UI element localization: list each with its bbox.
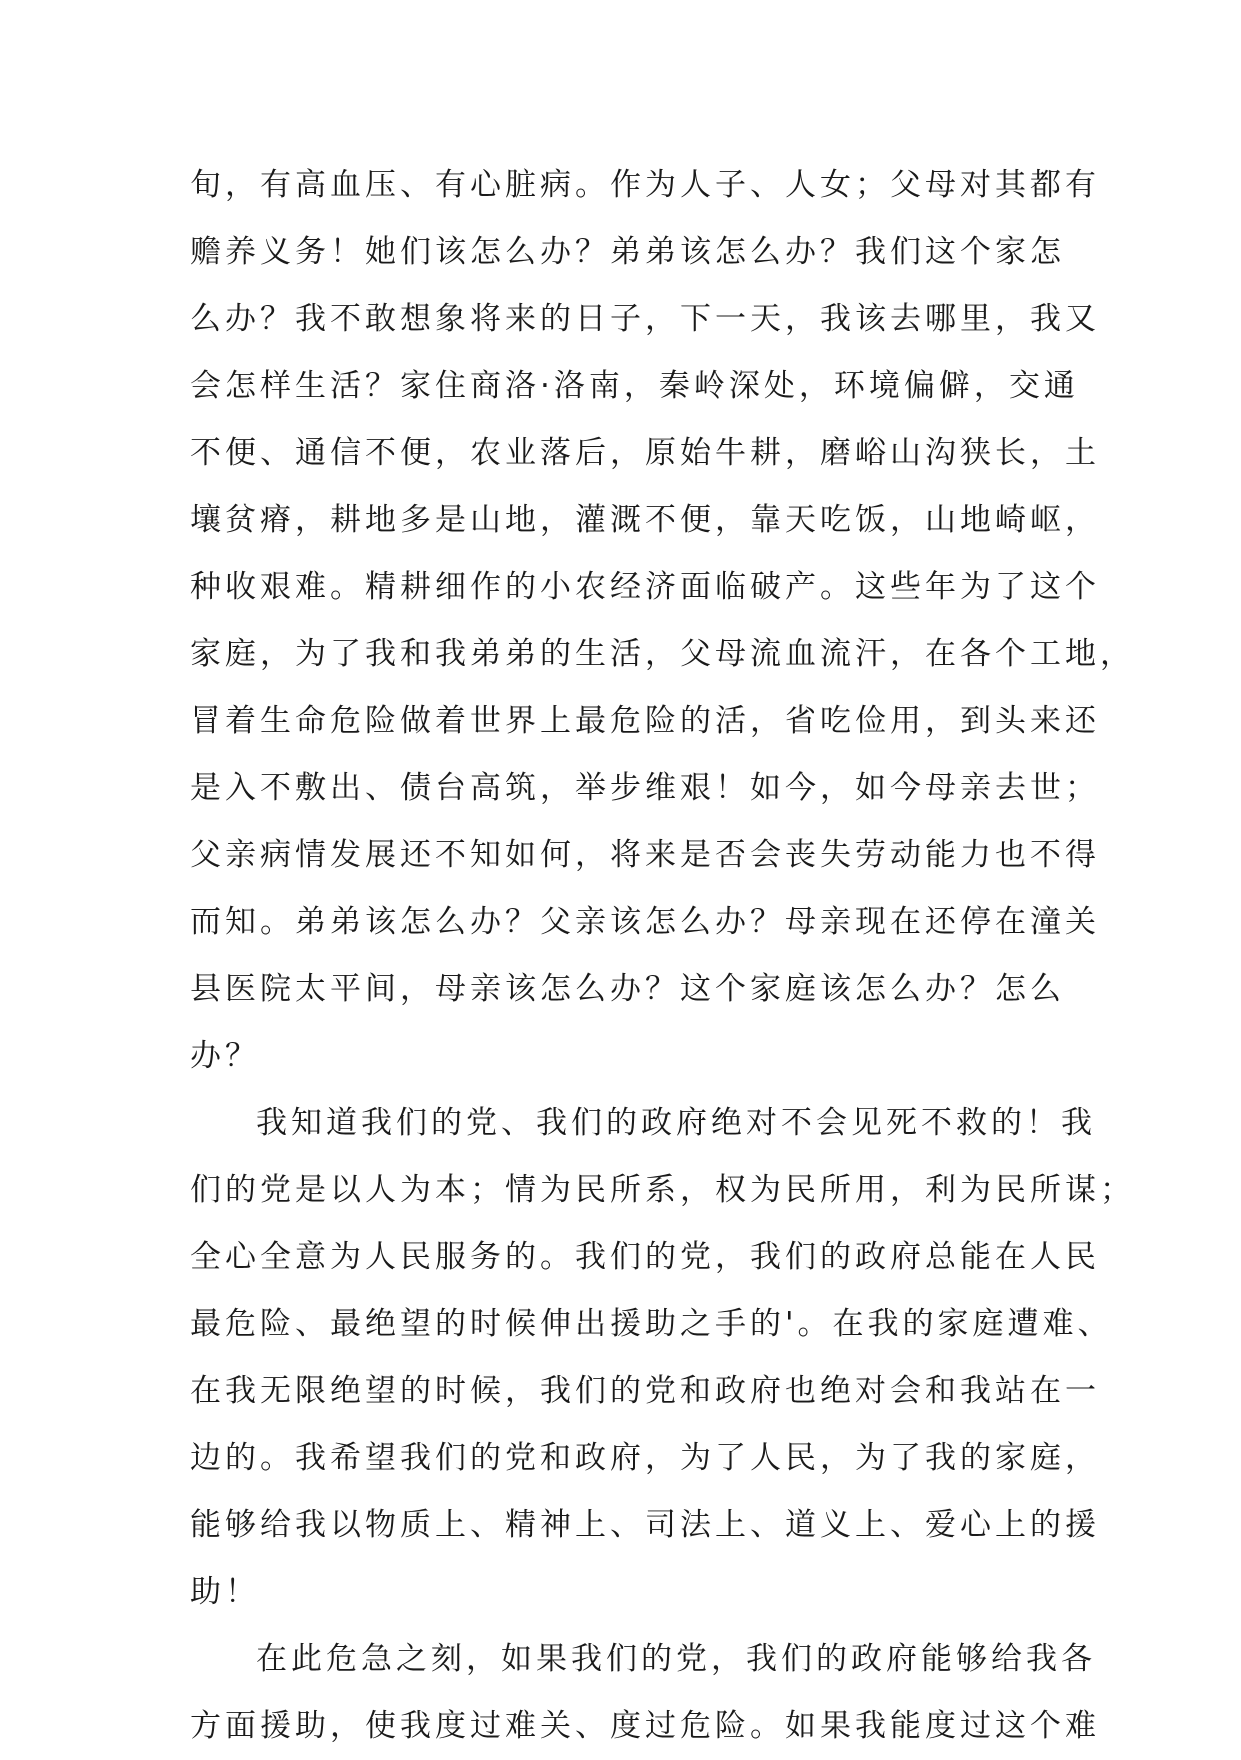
text-line: 最危险、最绝望的时候伸出援助之手的'。在我的家庭遭难、 (190, 1306, 1113, 1342)
text-line: 办？ (190, 1038, 260, 1074)
text-line: 父亲病情发展还不知如何，将来是否会丧失劳动能力也不得 (190, 837, 1100, 873)
text-line: 会怎样生活？家住商洛·洛南，秦岭深处，环境偏僻，交通 (190, 368, 1079, 404)
text-line: 是入不敷出、债台高筑，举步维艰！如今，如今母亲去世； (190, 770, 1100, 806)
paragraph-first-line: 我知道我们的党、我们的政府绝对不会见死不救的！我 (256, 1105, 1096, 1141)
text-line: 助！ (190, 1574, 260, 1610)
text-line: 们的党是以人为本；情为民所系，权为民所用，利为民所谋； (190, 1172, 1135, 1208)
text-line: 冒着生命危险做着世界上最危险的活，省吃俭用，到头来还 (190, 703, 1100, 739)
text-line: 方面援助，使我度过难关、度过危险。如果我能度过这个难 (190, 1708, 1100, 1744)
text-line: 么办？我不敢想象将来的日子，下一天，我该去哪里，我又 (190, 301, 1100, 337)
text-line: 种收艰难。精耕细作的小农经济面临破产。这些年为了这个 (190, 569, 1100, 605)
text-line: 壤贫瘠，耕地多是山地，灌溉不便，靠天吃饭，山地崎岖， (190, 502, 1100, 538)
document-body (190, 152, 1135, 1760)
paragraph-first-line: 在此危急之刻，如果我们的党，我们的政府能够给我各 (256, 1641, 1096, 1677)
text-line: 赡养义务！她们该怎么办？弟弟该怎么办？我们这个家怎 (190, 234, 1065, 270)
text-line: 县医院太平间，母亲该怎么办？这个家庭该怎么办？怎么 (190, 971, 1065, 1007)
text-line: 家庭，为了我和我弟弟的生活，父母流血流汗，在各个工地， (190, 636, 1135, 672)
text-line: 全心全意为人民服务的。我们的党，我们的政府总能在人民 (190, 1239, 1100, 1275)
text-line: 不便、通信不便，农业落后，原始牛耕，磨峪山沟狭长，土 (190, 435, 1100, 471)
text-line: 旬，有高血压、有心脏病。作为人子、人女；父母对其都有 (190, 167, 1100, 203)
text-line: 而知。弟弟该怎么办？父亲该怎么办？母亲现在还停在潼关 (190, 904, 1100, 940)
text-line: 在我无限绝望的时候，我们的党和政府也绝对会和我站在一 (190, 1373, 1100, 1409)
text-line: 能够给我以物质上、精神上、司法上、道义上、爱心上的援 (190, 1507, 1100, 1543)
text-line: 边的。我希望我们的党和政府，为了人民，为了我的家庭， (190, 1440, 1100, 1476)
